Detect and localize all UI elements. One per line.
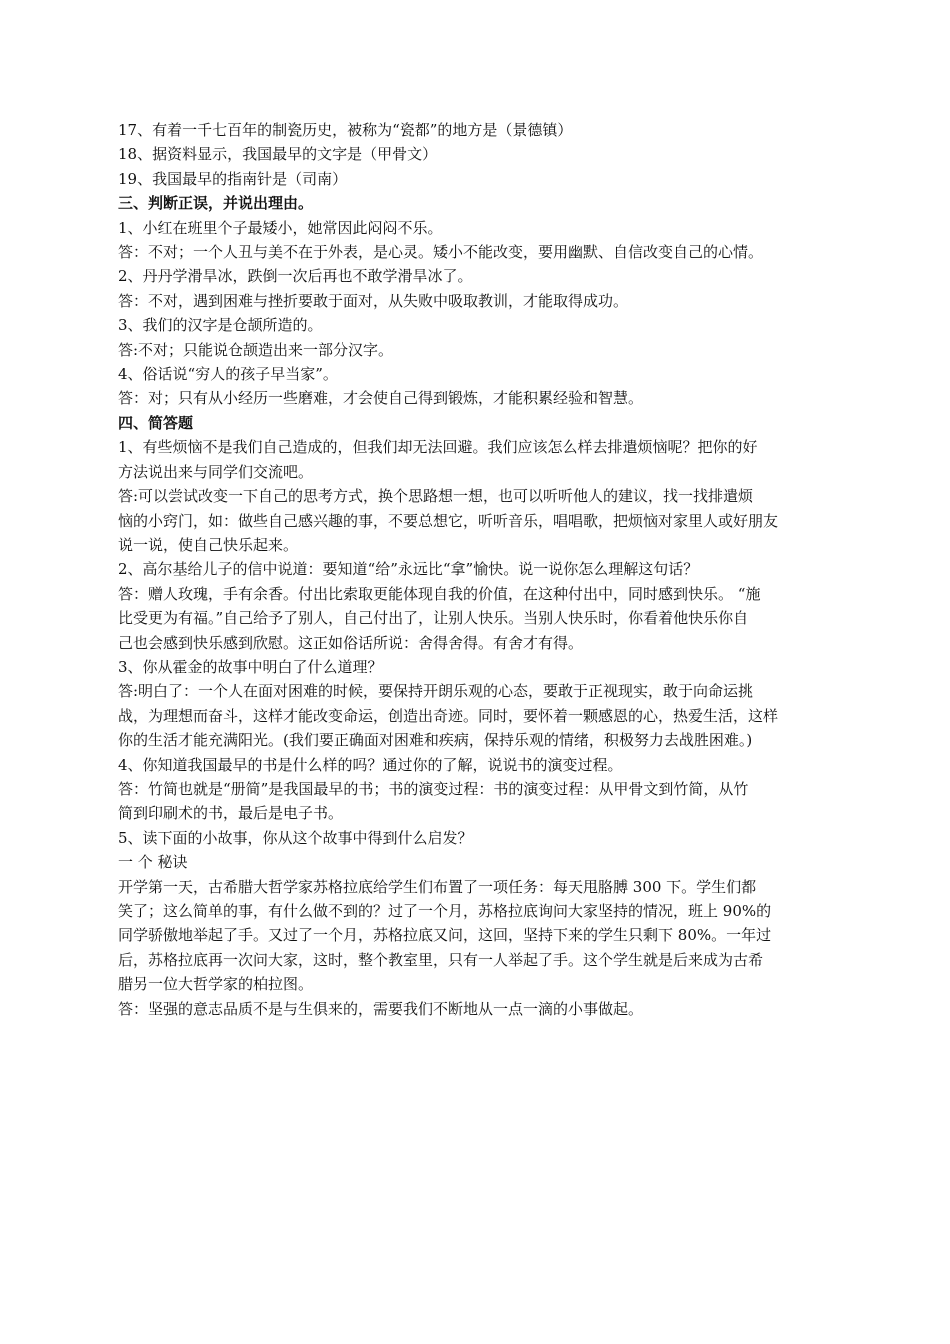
s4-answer-2-line: 答：赠人玫瑰，手有余香。付出比索取更能体现自我的价值，在这种付出中，同时感到快乐。 “施 — [118, 584, 761, 603]
s4-answer-3-line: 战，为理想而奋斗，这样才能改变命运，创造出奇迹。同时，要怀着一颗感恩的心，热爱生活，这样 — [118, 706, 779, 725]
s3-question-1: 1、小红在班里个子最矮小，她常因此闷闷不乐。 — [118, 218, 443, 237]
s4-question-1-line: 方法说出来与同学们交流吧。 — [118, 462, 314, 481]
s3-answer-3: 答:不对；只能说仓颉造出来一部分汉字。 — [118, 340, 394, 359]
s4-question-3: 3、你从霍金的故事中明白了什么道理？ — [118, 657, 383, 676]
s3-question-2: 2、丹丹学滑旱冰，跌倒一次后再也不敢学滑旱冰了。 — [118, 267, 473, 286]
section-3-heading: 三、判断正误，并说出理由。 — [118, 194, 314, 213]
story-title: 一 个 秘诀 — [118, 853, 188, 872]
s3-answer-1: 答：不对；一个人丑与美不在于外表，是心灵。矮小不能改变，要用幽默、自信改变自己的心情。 — [118, 243, 764, 262]
s4-answer-2-line: 己也会感到快乐感到欣慰。这正如俗话所说：舍得舍得。有舍才有得。 — [118, 633, 584, 652]
s3-question-3: 3、我们的汉字是仓颉所造的。 — [118, 316, 323, 335]
s4-answer-4-line: 简到印刷术的书，最后是电子书。 — [118, 804, 344, 823]
question-19: 19、我国最早的指南针是（司南） — [118, 169, 348, 188]
s3-answer-2: 答：不对，遇到困难与挫折要敢于面对，从失败中吸取教训，才能取得成功。 — [118, 291, 629, 310]
s3-answer-4: 答：对；只有从小经历一些磨难，才会使自己得到锻炼，才能积累经验和智慧。 — [118, 389, 644, 408]
s4-answer-5: 答：坚强的意志品质不是与生俱来的，需要我们不断地从一点一滴的小事做起。 — [118, 999, 644, 1018]
s4-answer-3-line: 你的生活才能充满阳光。(我们要正确面对困难和疾病，保持乐观的情绪，积极努力去战胜困难。) — [118, 731, 753, 750]
section-4-heading: 四、简答题 — [118, 413, 194, 432]
question-18: 18、据资料显示，我国最早的文字是（甲骨文） — [118, 145, 438, 164]
s4-answer-1-line: 说一说，使自己快乐起来。 — [118, 535, 299, 554]
s4-question-1-line: 1、有些烦恼不是我们自己造成的，但我们却无法回避。我们应该怎么样去排遣烦恼呢？把你的好 — [118, 438, 758, 457]
s4-question-5: 5、读下面的小故事，你从这个故事中得到什么启发？ — [118, 828, 473, 847]
s3-question-4: 4、俗话说“穷人的孩子早当家”。 — [118, 365, 338, 384]
s4-question-2: 2、高尔基给儿子的信中说道：要知道“给”永远比“拿”愉快。说一说你怎么理解这句话？ — [118, 560, 699, 579]
s4-answer-2-line: 比受更为有福。”自己给予了别人，自己付出了，让别人快乐。当别人快乐时，你看着他快乐你自 — [118, 609, 749, 628]
s4-answer-1-line: 恼的小窍门，如：做些自己感兴趣的事，不要总想它，听听音乐，唱唱歌，把烦恼对家里人或好朋友 — [118, 511, 779, 530]
story-line: 腊另一位大哲学家的柏拉图。 — [118, 975, 314, 994]
document-page — [118, 118, 830, 1021]
s4-answer-3-line: 答:明白了：一个人在面对困难的时候，要保持开朗乐观的心态，要敢于正视现实，敢于向命运挑 — [118, 682, 754, 701]
question-17: 17、有着一千七百年的制瓷历史，被称为“瓷都”的地方是（景德镇） — [118, 121, 573, 139]
story-line: 开学第一天，古希腊大哲学家苏格拉底给学生们布置了一项任务：每天甩胳膊 300 下。学生们都 — [118, 877, 757, 896]
s4-answer-4-line: 答：竹简也就是“册简”是我国最早的书；书的演变过程：书的演变过程：从甲骨文到竹简，从竹 — [118, 779, 749, 798]
story-line: 同学骄傲地举起了手。又过了一个月，苏格拉底又问，这回，坚持下来的学生只剩下 80%。一年过 — [118, 926, 772, 945]
story-line: 后，苏格拉底再一次问大家，这时，整个教室里，只有一人举起了手。这个学生就是后来成为古希 — [118, 950, 764, 969]
s4-answer-1-line: 答:可以尝试改变一下自己的思考方式，换个思路想一想，也可以听听他人的建议，找一找排遣烦 — [118, 487, 754, 506]
s4-question-4: 4、你知道我国最早的书是什么样的吗？通过你的了解，说说书的演变过程。 — [118, 755, 623, 774]
story-line: 笑了；这么简单的事，有什么做不到的？过了一个月，苏格拉底询问大家坚持的情况，班上 90%的 — [118, 902, 772, 920]
